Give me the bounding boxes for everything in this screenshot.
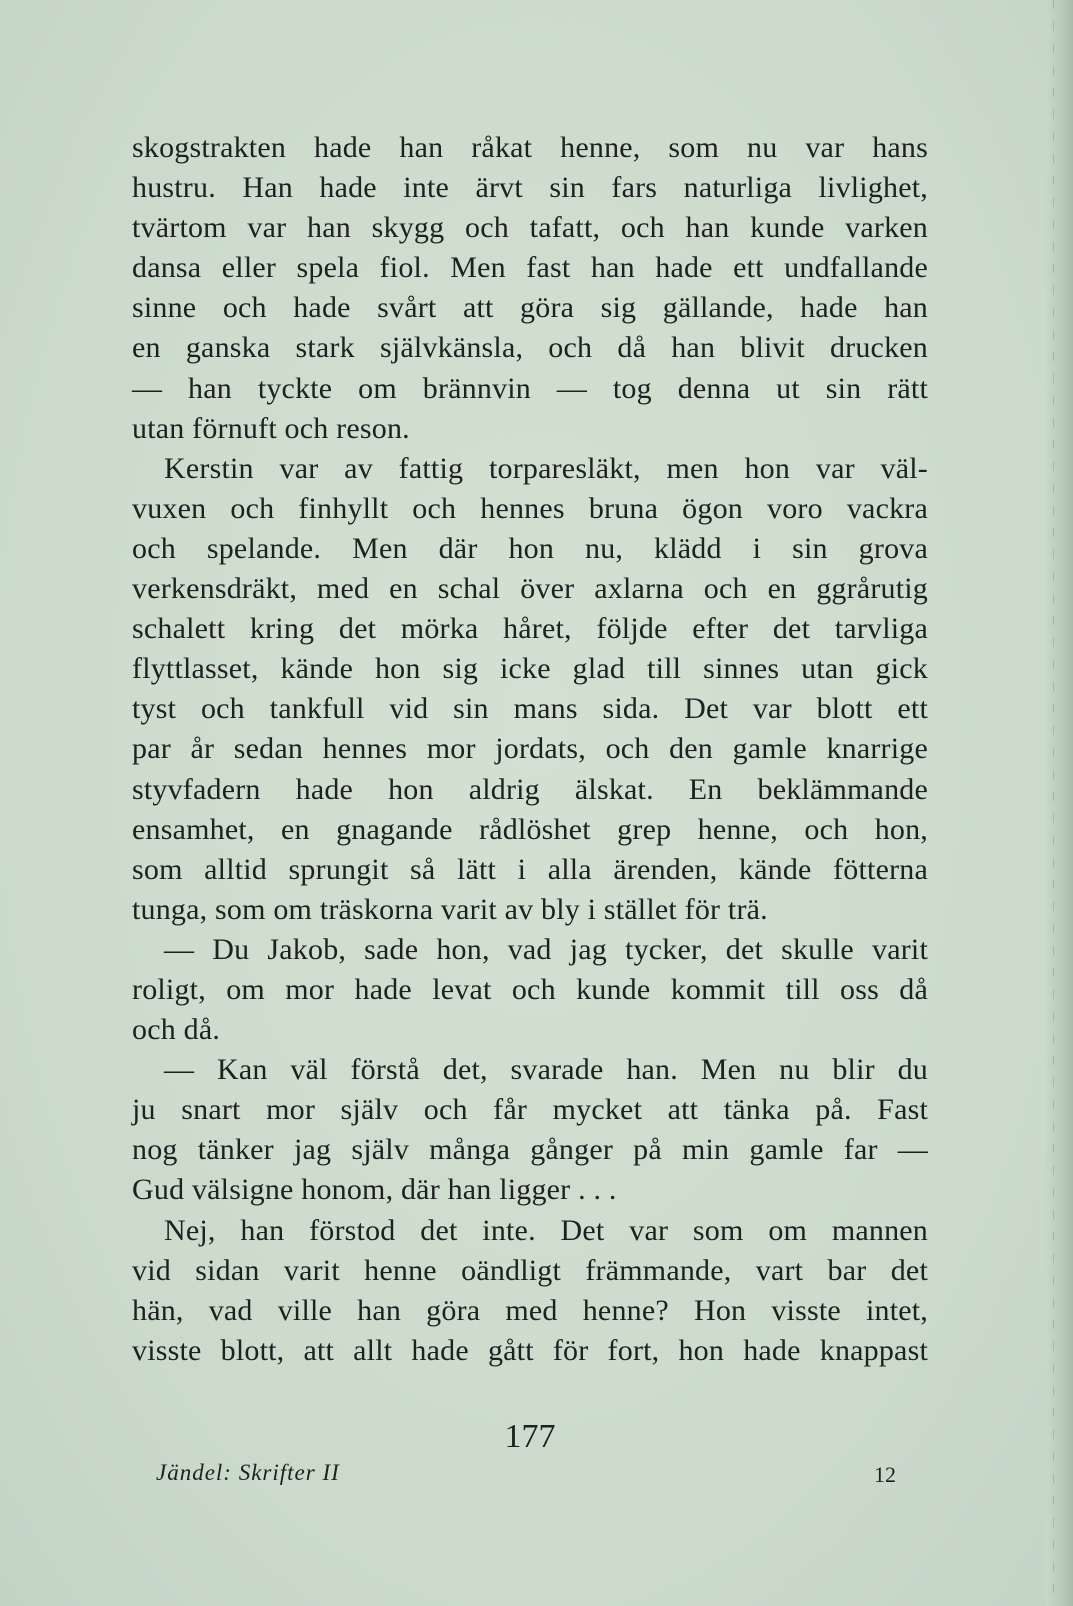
text-line: par år sedan hennes mor jordats, och den gamle knarrige: [132, 732, 928, 766]
text-line: Gud välsigne honom, där han ligger . . .: [132, 1173, 617, 1207]
text-line: — Du Jakob, sade hon, vad jag tycker, det skulle varit: [164, 932, 928, 966]
text-line: skogstrakten hade han råkat henne, som nu var hans: [132, 131, 928, 164]
text-line: nog tänker jag själv många gånger på min gamle far —: [132, 1133, 928, 1167]
text-line: som alltid sprungit så lätt i alla ärenden, kände fötterna: [132, 852, 928, 886]
text-line: tyst och tankfull vid sin mans sida. Det var blott ett: [132, 692, 928, 726]
text-line: schalett kring det mörka håret, följde efter det tarvliga: [132, 612, 928, 646]
printer-signature-number: 12: [874, 1462, 896, 1487]
page-number: 177: [504, 1418, 556, 1455]
text-line: ensamhet, en gnagande rådlöshet grep henne, och hon,: [132, 812, 928, 846]
text-line: Nej, han förstod det inte. Det var som om mannen: [164, 1213, 928, 1247]
text-line: — Kan väl förstå det, svarade han. Men nu blir du: [164, 1053, 928, 1087]
text-line: flyttlasset, kände hon sig icke glad till sinnes utan gick: [132, 652, 928, 686]
text-line: hän, vad ville han göra med henne? Hon visste intet,: [132, 1293, 928, 1327]
text-line: ju snart mor själv och får mycket att tänka på. Fast: [132, 1093, 928, 1127]
text-line: och spelande. Men där hon nu, klädd i sin grova: [132, 531, 928, 565]
text-line: sinne och hade svårt att göra sig gällande, hade han: [132, 291, 928, 325]
text-line: Kerstin var av fattig torparesläkt, men hon var väl-: [164, 451, 928, 485]
text-line: tunga, som om träskorna varit av bly i stället för trä.: [132, 892, 768, 926]
printer-signature-title: Jändel: Skrifter II: [156, 1460, 340, 1485]
text-line: verkensdräkt, med en schal över axlarna och en ggrårutig: [132, 572, 928, 606]
text-line: — han tyckte om brännvin — tog denna ut sin rätt: [132, 371, 928, 405]
text-line: en ganska stark självkänsla, och då han blivit drucken: [132, 331, 928, 365]
text-line: tvärtom var han skygg och tafatt, och han kunde varken: [132, 211, 928, 245]
text-line: visste blott, att allt hade gått för fort, hon hade knappast: [132, 1333, 928, 1367]
text-line: dansa eller spela fiol. Men fast han hade ett undfallande: [132, 251, 928, 285]
text-line: vuxen och finhyllt och hennes bruna ögon voro vackra: [132, 491, 928, 525]
text-line: och då.: [132, 1013, 221, 1047]
text-line: styvfadern hade hon aldrig älskat. En beklämmande: [132, 772, 928, 806]
text-line: vid sidan varit henne oändligt främmande, vart bar det: [132, 1253, 928, 1287]
page-edge: [1045, 0, 1073, 1606]
text-line: hustru. Han hade inte ärvt sin fars naturliga livlighet,: [132, 171, 928, 205]
text-line: roligt, om mor hade levat och kunde kommit till oss då: [132, 972, 928, 1006]
text-line: utan förnuft och reson.: [132, 411, 410, 445]
body-text: [132, 128, 928, 1371]
